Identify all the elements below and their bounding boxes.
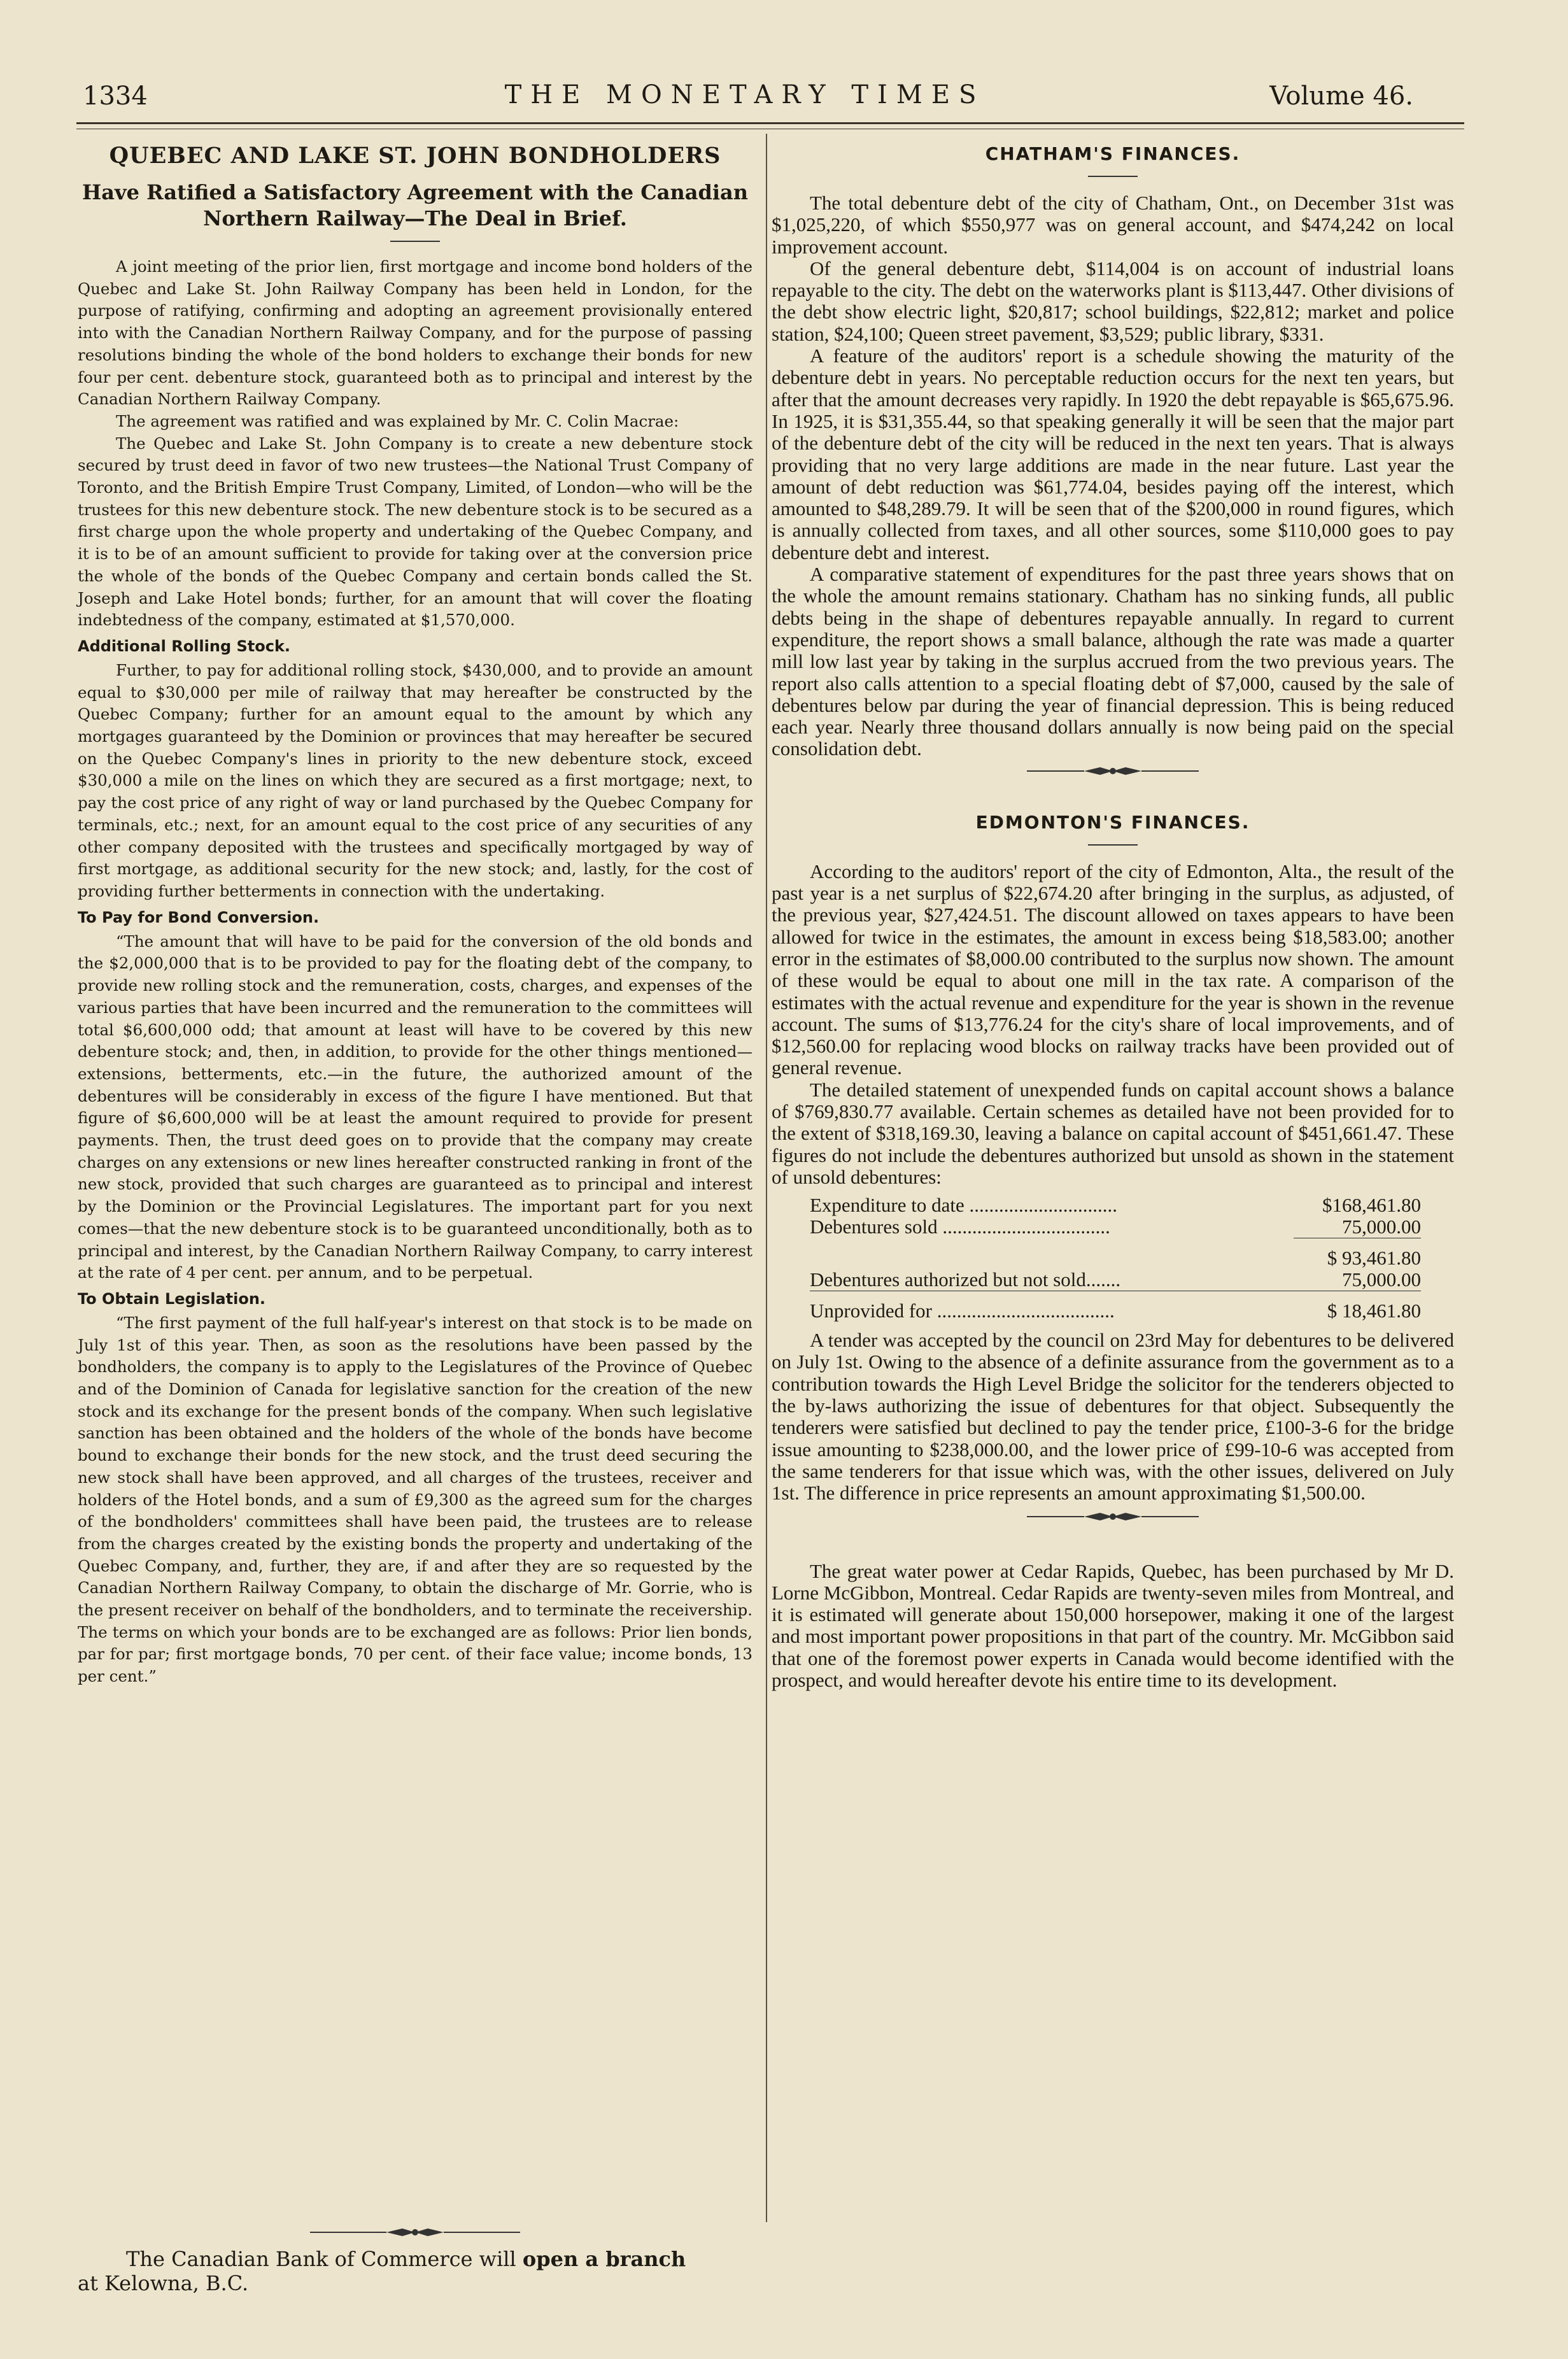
- page-number: 1334: [83, 81, 148, 111]
- ornament-divider-icon: [772, 1511, 1454, 1525]
- table-row: [810, 1194, 1421, 1216]
- section-heading-bond-conversion: To Pay for Bond Conversion.: [78, 908, 320, 926]
- ornament-divider-icon: [78, 2219, 752, 2243]
- edmonton-title-rule: [1088, 844, 1138, 846]
- article-paragraph: “The amount that will have to be paid for the conversion of the old bonds and the $2,000,000 that is to be provided to pay for the floating debt of the company, to provide new rolling stock and the remuneration, costs, charges, and expenses of the various parties that have been incurred and the remuneration to the committees will total $6,600,000 odd; that amount at least will have to be covered by this new debenture stock; and, then, in addition, to provide for the other things mentioned—extensions, betterments, etc.—in the future, the authorized amount of the debentures will be considerably in excess of the figure I have mentioned. But that figure of $6,600,000 will be at least the amount required to provide for present payments. Then, the trust deed goes on to provide that the company may create charges on any extensions or new lines hereafter constructed ranking in front of the new stock, provided that such charges are guaranteed as to principal and interest by the Dominion or the Provincial Legislatures. The important part for you next comes—that the new debenture stock is to be guaranteed unconditionally, both as to principal and interest, by the Canadian Northern Railway Company, to carry interest at the rate of 4 per cent. per annum, and to be perpetual.: [78, 932, 752, 1282]
- cedar-rapids-paragraph: The great water power at Cedar Rapids, Quebec, has been purchased by Mr D. Lorne McGibbon, Montreal. Cedar Rapids are twenty-seven miles from Montreal, and it is estimated will generate about 150,000 horsepower, making it one of the largest and most important power propositions in that part of the country. Mr. McGibbon said that one of the foremost power experts in Canada would become identified with the prospect, and would hereafter devote his entire time to its development.: [772, 1559, 1454, 1692]
- edmonton-paragraph: The detailed statement of unexpended funds on capital account shows a balance of $769,830.77 available. Certain schemes as detailed have not been provided for to the extent of $318,169.30, leaving a balance on capital account of $451,661.47. These figures do not include the debentures authorized but unsold as shown in the statement of unsold debentures:: [772, 1078, 1454, 1188]
- chatham-title-rule: [1088, 176, 1138, 177]
- masthead: THE MONETARY TIMES: [504, 80, 985, 110]
- table-row: [810, 1216, 1421, 1238]
- table-gap: [810, 1291, 1421, 1301]
- header-rule-thick: [76, 122, 1464, 124]
- bank-branch-note: [78, 2219, 752, 2295]
- edmonton-paragraph: A tender was accepted by the council on 23rd May for debentures to be delivered on July 1st. Owing to the absence of a definite assurance from the government as to a contribution towards the High Level Bridge the solicitor for the tenderers objected to the by-laws authorizing the issue of debentures for that object. Subsequently the tenderers were satisfied but declined to pay the tender price, £100-3-6 for the bridge issue amounting to $238,000.00, and the lower price of £99-10-6 was accepted from the same tenderers for that issue which was, with the other issues, delivered on July 1st. The difference in price represents an amount approximating $1,500.00.: [772, 1329, 1454, 1505]
- edmonton-paragraph: According to the auditors' report of the city of Edmonton, Alta., the result of the past year is a net surplus of $22,674.20 after bringing in the surplus, as adjusted, of the previous year, $27,424.51. The discount allowed on taxes appears to have been allowed for twice in the estimates, the amount in excess being $18,583.00; another error in the estimates of $8,000.00 contributed to the surplus now shown. The amount of these would be equal to about one mill in the tax rate. A comparison of the estimates with the actual revenue and expenditure for the year is shown in the revenue account. The sums of $13,776.24 for the city's share of local improvements, and of $12,560.00 for replacing wood blocks on railway tracks have been provided out of general revenue.: [772, 860, 1454, 1079]
- table-cell-label: Expenditure to date ..............................: [810, 1194, 1117, 1217]
- section-heading-rolling-stock: Additional Rolling Stock.: [78, 637, 291, 655]
- table-cell-value: $ 93,461.80: [1327, 1247, 1421, 1270]
- section-heading-legislation: To Obtain Legislation.: [78, 1289, 266, 1308]
- article-paragraph: The Quebec and Lake St. John Company is to create a new debenture stock secured by trust deed in favor of two new trustees—the National Trust Company of Toronto, and the British Empire Trust Company, Limited, of London—who will be the trustees for this new debenture stock. The new debenture stock is to be secured as a first charge upon the whole property and undertaking of the Quebec Company, and it is to be of an amount sufficient to provide for taking over at the conversion price the whole of the bonds of the Quebec Company and certain bonds called the St. Joseph and Lake Hotel bonds; further, for an amount that will cover the floating indebtedness of the company, estimated at $1,570,000.: [78, 434, 752, 630]
- note-text-line2: at Kelowna, B.C.: [78, 2271, 249, 2295]
- article-title: QUEBEC AND LAKE ST. JOHN BONDHOLDERS: [109, 143, 721, 169]
- left-column: [78, 141, 752, 1688]
- volume-label: Volume 46.: [1269, 81, 1413, 111]
- article-paragraph: “The first payment of the full half-year's interest on that stock is to be made on July 1st of this year. Then, as soon as the resolutions have been passed by the bondholders, the company is to apply to the Legislatures of the Province of Quebec and of the Dominion of Canada for legislative sanction for the creation of the new stock and its exchange for the present bonds of the company. When such legislative sanction has been obtained and the holders of the whole of the bonds have become bound to exchange their bonds for the new stock, and the trust deed securing the new stock shall have been approved, and all charges of the trustees, receiver and holders of the Hotel bonds, and a sum of £9,300 as the agreed sum for the charges of the bondholders' committees shall have been paid, the trustees are to release from the charges created by the existing bonds the property and undertaking of the Quebec Company, and, further, they are, if and after they are so requested by the Canadian Northern Railway Company, to obtain the discharge of Mr. Gorrie, who is the present receiver on behalf of the bondholders, and to terminate the receivership. The terms on which your bonds are to be exchanged are as follows: Prior lien bonds, par for par; first mortgage bonds, 70 per cent. of their face value; income bonds, 13 per cent.”: [78, 1313, 752, 1686]
- table-cell-label: Unprovided for ....................................: [810, 1300, 1115, 1322]
- article-paragraph: The agreement was ratified and was explained by Mr. C. Colin Macrae:: [116, 411, 679, 430]
- unsold-debentures-table: [810, 1194, 1421, 1322]
- title-rule: [390, 241, 440, 242]
- note-text-a: The Canadian Bank of Commerce will: [126, 2247, 523, 2271]
- note-text-bold: open a branch: [522, 2247, 686, 2271]
- table-cell-value: 75,000.00: [1342, 1268, 1421, 1291]
- article-paragraph: Further, to pay for additional rolling stock, $430,000, and to provide an amount equal to $30,000 per mile of railway that may hereafter be constructed by the Quebec Company; further for an amount equal to the amount by which any mortgages guaranteed by the Dominion or provinces that may hereafter be secured on the Quebec Company's lines in priority to the new debenture stock, exceed $30,000 a mile on the lines on which they are secured as a first mortgage; next, to pay the cost price of any right of way or land purchased by the Quebec Company for terminals, etc.; next, for an amount equal to the cost price of any securities of any other company deposited with the trustees and specifically mortgaged by way of first mortgage, as additional security for the new stock; and, lastly, for the cost of providing further betterments in connection with the undertaking.: [78, 660, 752, 900]
- ornament-divider-icon: [772, 765, 1454, 779]
- chatham-paragraph: Of the general debenture debt, $114,004 is on account of industrial loans repayable to the city. The debt on the waterworks plant is $113,447. Other divisions of the debt show electric light, $20,817; school buildings, $22,812; market and police station, $24,100; Queen street pavement, $3,529; public library, $331.: [772, 257, 1454, 345]
- article-subtitle: Have Ratified a Satisfactory Agreement with the Canadian Northern Railway—The Deal in Brief.: [82, 180, 748, 230]
- column-divider: [766, 134, 767, 2222]
- chatham-paragraph: The total debenture debt of the city of Chatham, Ont., on December 31st was $1,025,220, of which $550,977 was on general account, and $474,242 on local improvement account.: [772, 192, 1454, 258]
- table-cell-label: Debentures authorized but not sold.......: [810, 1268, 1121, 1291]
- note-text: [78, 2247, 752, 2271]
- table-row: [810, 1247, 1421, 1269]
- right-column: [772, 141, 1454, 1691]
- table-gap: [810, 1238, 1421, 1248]
- table-cell-value: $168,461.80: [1322, 1194, 1421, 1217]
- chatham-paragraph: A feature of the auditors' report is a schedule showing the maturity of the debenture debt in years. No perceptable reduction occurs for the next ten years, but after that the amount decreases very rapidly. In 1920 the debt repayable is $65,675.96. In 1925, it is $31,355.44, so that speaking generally it will be seen that the major part of the debenture debt of the city will be reduced in the next ten years. That is always providing that no very large additions are made in the near future. Last year the amount of debt reduction was $61,774.04, besides paying off the interest, which amounted to $48,289.79. It will be seen that of the $200,000 in round figures, which is annually collected from taxes, and all other sources, some $110,000 goes to pay debenture debt and interest.: [772, 344, 1454, 563]
- table-row: [810, 1300, 1421, 1322]
- chatham-title: CHATHAM'S FINANCES.: [985, 143, 1241, 164]
- table-cell-label: Debentures sold ..................................: [810, 1215, 1110, 1238]
- table-cell-value: 75,000.00: [1342, 1215, 1421, 1238]
- chatham-paragraph: A comparative statement of expenditures for the past three years shows that on the whole the amount remains stationary. Chatham has no sinking funds, all public debts being in the shape of debentures repayable annually. In regard to current expenditure, the report shows a small balance, although the rate was made a quarter mill low last year by taking in the surplus accrued from the two previous years. The report also calls attention to a special floating debt of $7,000, caused by the sale of debentures below par during the year of financial depression. This is being reduced each year. Nearly three thousand dollars annually is now being paid on the special consolidation debt.: [772, 563, 1454, 760]
- table-cell-value: $ 18,461.80: [1327, 1300, 1421, 1322]
- running-head: [76, 75, 1413, 120]
- table-row: [810, 1269, 1421, 1291]
- article-paragraph: A joint meeting of the prior lien, first mortgage and income bond holders of the Quebec and Lake St. John Railway Company has been held in London, for the purpose of ratifying, confirming and adopting an agreement provisionally entered into with the Canadian Northern Railway Company, and for the purpose of passing resolutions binding the whole of the bond holders to exchange their bonds for new four per cent. debenture stock, guaranteed both as to principal and interest by the Canadian Northern Railway Company.: [78, 257, 752, 409]
- edmonton-title: EDMONTON'S FINANCES.: [975, 811, 1250, 833]
